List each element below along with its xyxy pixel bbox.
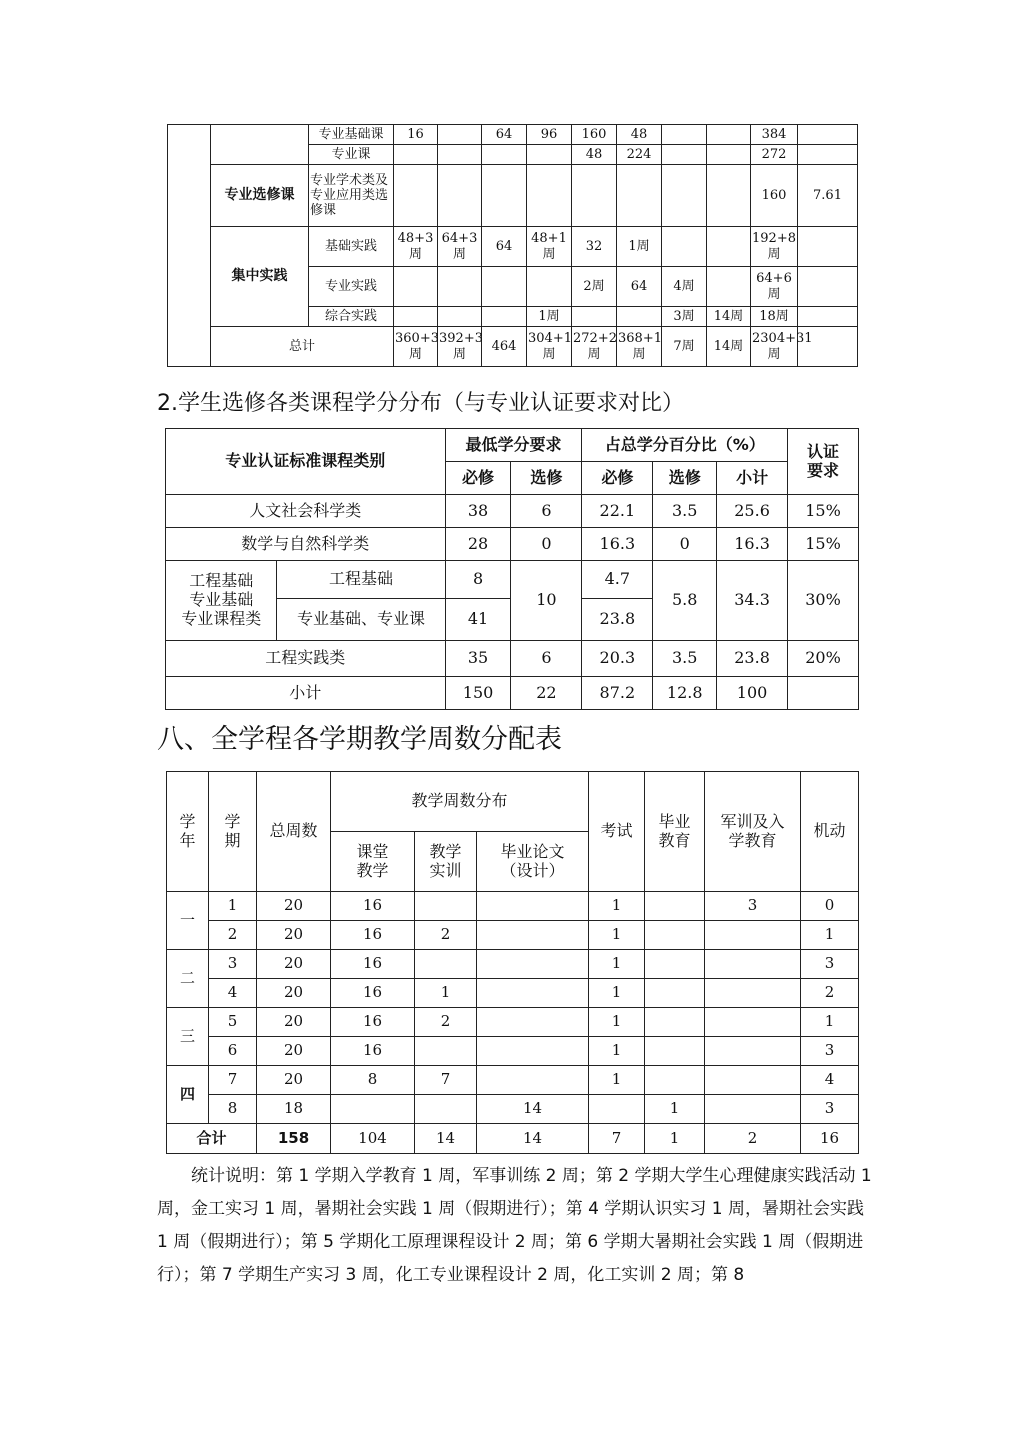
header-min-credits: 最低学分要求 [445, 429, 582, 462]
table-cell: 360+3周 [394, 327, 438, 367]
table-cell: 1 [589, 1008, 645, 1037]
table-cell: 20 [257, 1008, 331, 1037]
table-cell: 224 [617, 145, 662, 165]
year-cell: 一 [167, 892, 209, 950]
table-cell [645, 950, 705, 979]
table-cell [798, 307, 858, 327]
table-cell: 16.3 [582, 528, 653, 561]
table-cell [477, 1008, 589, 1037]
table-cell: 0 [801, 892, 859, 921]
table-cell [415, 1095, 477, 1124]
table-cell: 18 [257, 1095, 331, 1124]
table-row [168, 227, 858, 267]
table-cell: 1周 [527, 307, 572, 327]
table-row [166, 641, 859, 677]
table-cell: 8 [209, 1095, 257, 1124]
table-cell [394, 145, 438, 165]
table-row [167, 979, 859, 1008]
table-cell: 10 [511, 561, 582, 641]
table-cell [705, 1095, 801, 1124]
table-cell: 14 [477, 1124, 589, 1154]
table-cell [705, 1037, 801, 1066]
table-cell [662, 125, 707, 145]
table-cell: 16 [331, 950, 415, 979]
header-classroom: 课堂 教学 [331, 832, 415, 892]
table-cell [415, 1037, 477, 1066]
table-cell: 专业学术类及专业应用类选修课 [309, 165, 394, 227]
header-thesis: 毕业论文 （设计） [477, 832, 589, 892]
table-cell: 1周 [617, 227, 662, 267]
table-cell: 14 [477, 1095, 589, 1124]
table-header-row [167, 772, 859, 832]
table-cell: 7周 [662, 327, 707, 367]
table-cell [415, 892, 477, 921]
table-cell: 7.61 [798, 165, 858, 227]
weeks-distribution-table [166, 771, 859, 1154]
table-cell: 5.8 [653, 561, 717, 641]
table-cell: 2 [415, 921, 477, 950]
table-cell [662, 165, 707, 227]
table-cell: 64 [482, 227, 527, 267]
table-cell [705, 921, 801, 950]
table-cell: 22.1 [582, 495, 653, 528]
table-cell: 2304+31周 [751, 327, 798, 367]
table-cell: 5 [209, 1008, 257, 1037]
table-cell [705, 979, 801, 1008]
table-cell [394, 307, 438, 327]
course-hours-table [167, 124, 858, 367]
header-military: 军训及入 学教育 [705, 772, 801, 892]
table-cell: 1 [645, 1124, 705, 1154]
table-cell: 1 [645, 1095, 705, 1124]
table-cell: 158 [257, 1124, 331, 1154]
header-exam: 考试 [589, 772, 645, 892]
table-cell: 7 [209, 1066, 257, 1095]
table-cell: 64+3周 [438, 227, 482, 267]
table-cell [707, 165, 751, 227]
table-cell: 304+1周 [527, 327, 572, 367]
table-cell: 6 [511, 495, 582, 528]
row-group-label: 工程基础 专业基础 专业课程类 [166, 561, 277, 641]
table-cell: 48 [572, 145, 617, 165]
header-percentage: 占总学分百分比（%） [582, 429, 788, 462]
table-row [167, 1066, 859, 1095]
table-cell: 16 [331, 892, 415, 921]
table-cell: 3 [801, 1037, 859, 1066]
table-cell: 64 [617, 267, 662, 307]
header-training: 教学 实训 [415, 832, 477, 892]
header-elective: 选修 [511, 462, 582, 495]
header-term: 学 期 [209, 772, 257, 892]
table-cell [527, 267, 572, 307]
table-cell: 1 [589, 1037, 645, 1066]
table-cell: 25.6 [717, 495, 788, 528]
table-cell [331, 1095, 415, 1124]
table-cell: 1 [589, 921, 645, 950]
table-cell [477, 979, 589, 1008]
table-cell: 6 [209, 1037, 257, 1066]
table-cell [477, 950, 589, 979]
table-cell: 34.3 [717, 561, 788, 641]
table-cell: 160 [751, 165, 798, 227]
table-cell: 3.5 [653, 641, 717, 677]
table-cell [645, 921, 705, 950]
table-cell [645, 1037, 705, 1066]
table-row [168, 327, 858, 367]
table-cell: 160 [572, 125, 617, 145]
table-cell: 23.8 [717, 641, 788, 677]
table-cell: 16.3 [717, 528, 788, 561]
table-cell: 16 [331, 979, 415, 1008]
table-cell [482, 267, 527, 307]
table-cell: 4 [801, 1066, 859, 1095]
table-cell-category: 集中实践 [211, 227, 309, 327]
table-row [168, 165, 858, 227]
table-cell: 2 [705, 1124, 801, 1154]
table-cell [707, 227, 751, 267]
table-cell [589, 1095, 645, 1124]
table-cell: 基础实践 [309, 227, 394, 267]
table-row [166, 677, 859, 710]
table-cell: 3 [801, 950, 859, 979]
table-cell: 3 [801, 1095, 859, 1124]
table-row [167, 950, 859, 979]
table-cell: 0 [653, 528, 717, 561]
table-cell: 20 [257, 1066, 331, 1095]
table-cell [572, 307, 617, 327]
year-cell: 三 [167, 1008, 209, 1066]
table-cell: 2 [801, 979, 859, 1008]
table-cell [662, 227, 707, 267]
table-cell: 2 [415, 1008, 477, 1037]
table-cell: 22 [511, 677, 582, 710]
header-total-weeks: 总周数 [257, 772, 331, 892]
table-cell [438, 267, 482, 307]
table-cell: 1 [589, 892, 645, 921]
table-cell: 32 [572, 227, 617, 267]
table-cell: 14周 [707, 327, 751, 367]
table-row [167, 1037, 859, 1066]
table-cell: 1 [589, 979, 645, 1008]
table-cell: 384 [751, 125, 798, 145]
table-cell [572, 165, 617, 227]
table-cell: 8 [445, 561, 511, 599]
table-cell: 192+8周 [751, 227, 798, 267]
table-cell-total: 总计 [211, 327, 394, 367]
table-cell [438, 307, 482, 327]
table-cell: 96 [527, 125, 572, 145]
table-total-row [167, 1124, 859, 1154]
table-cell: 1 [589, 1066, 645, 1095]
table-cell: 1 [801, 921, 859, 950]
table-cell: 20 [257, 892, 331, 921]
table-cell [438, 165, 482, 227]
table-cell [645, 1066, 705, 1095]
credit-distribution-table [165, 428, 859, 710]
table-cell [477, 921, 589, 950]
header-category: 专业认证标准课程类别 [166, 429, 446, 495]
year-cell: 二 [167, 950, 209, 1008]
table-cell: 7 [415, 1066, 477, 1095]
table-cell: 150 [445, 677, 511, 710]
table-cell: 48+1周 [527, 227, 572, 267]
table-cell: 100 [717, 677, 788, 710]
table-cell: 16 [331, 1037, 415, 1066]
table-cell [705, 1008, 801, 1037]
table-cell [788, 677, 859, 710]
table-cell: 28 [445, 528, 511, 561]
row-label: 工程基础 [277, 561, 445, 599]
row-label: 人文社会科学类 [166, 495, 446, 528]
table-cell: 30% [788, 561, 859, 641]
table-cell: 7 [589, 1124, 645, 1154]
table-cell: 48 [617, 125, 662, 145]
table-cell: 16 [394, 125, 438, 145]
header-graduation: 毕业 教育 [645, 772, 705, 892]
table-cell: 12.8 [653, 677, 717, 710]
table-cell [482, 145, 527, 165]
header-teaching-weeks: 教学周数分布 [331, 772, 589, 832]
table-row [166, 528, 859, 561]
table-cell: 64 [482, 125, 527, 145]
table-cell: 464 [482, 327, 527, 367]
table-cell: 1 [801, 1008, 859, 1037]
table-cell: 0 [511, 528, 582, 561]
table-row [166, 495, 859, 528]
table-cell [477, 1066, 589, 1095]
table-cell: 15% [788, 495, 859, 528]
table-cell: 1 [415, 979, 477, 1008]
table-header-row [166, 429, 859, 462]
table-cell [707, 145, 751, 165]
table-row [167, 1008, 859, 1037]
table-cell: 专业基础课 [309, 125, 394, 145]
table-cell [477, 892, 589, 921]
table-cell: 14周 [707, 307, 751, 327]
table-cell: 专业实践 [309, 267, 394, 307]
table-cell: 38 [445, 495, 511, 528]
table-cell: 20 [257, 921, 331, 950]
table-cell: 20 [257, 950, 331, 979]
year-cell: 四 [167, 1066, 209, 1124]
table-cell [438, 125, 482, 145]
table-cell: 3 [705, 892, 801, 921]
table-cell [477, 1037, 589, 1066]
table-cell: 2 [209, 921, 257, 950]
header-cert-req: 认证 要求 [788, 429, 859, 495]
table-cell: 272+2周 [572, 327, 617, 367]
table-cell: 3周 [662, 307, 707, 327]
table-cell: 专业课 [309, 145, 394, 165]
header-flexible: 机动 [801, 772, 859, 892]
table-cell: 48+3周 [394, 227, 438, 267]
table-cell: 20 [257, 979, 331, 1008]
table-cell: 20% [788, 641, 859, 677]
row-label: 小计 [166, 677, 446, 710]
table-cell-category: 专业选修课 [211, 165, 309, 227]
table-row [167, 1095, 859, 1124]
table-cell: 4 [209, 979, 257, 1008]
table-cell [394, 165, 438, 227]
table-cell [705, 950, 801, 979]
table-row [167, 892, 859, 921]
table-row [167, 921, 859, 950]
table-cell: 18周 [751, 307, 798, 327]
header-elective: 选修 [653, 462, 717, 495]
section-2-heading: 2.学生选修各类课程学分分布（与专业认证要求对比） [157, 391, 684, 416]
table-cell: 368+1周 [617, 327, 662, 367]
table-cell [168, 125, 211, 367]
table-cell: 35 [445, 641, 511, 677]
table-cell [527, 145, 572, 165]
table-cell [415, 950, 477, 979]
table-cell [798, 267, 858, 307]
table-cell [645, 892, 705, 921]
total-label: 合计 [167, 1124, 257, 1154]
table-cell: 272 [751, 145, 798, 165]
table-cell: 6 [511, 641, 582, 677]
table-cell: 16 [331, 1008, 415, 1037]
table-cell [707, 267, 751, 307]
table-cell [527, 165, 572, 227]
table-cell: 20 [257, 1037, 331, 1066]
table-cell: 20.3 [582, 641, 653, 677]
header-subtotal: 小计 [717, 462, 788, 495]
row-label: 专业基础、专业课 [277, 599, 445, 641]
table-cell: 4周 [662, 267, 707, 307]
statistics-note: 统计说明：第 1 学期入学教育 1 周，军事训练 2 周；第 2 学期大学生心理健康实践活动 1 周，金工实习 1 周，暑期社会实践 1 周（假期进行）；第 4 学期认识实习 1 周，暑期社会实践 1 周（假期进行）；第 5 学期化工原理课程设计 2 周；第 6 学期大暑期社会实践 1 周（假期进行）；第 7 学期生产实习 3 周，化工专业课程设计 2 周，化工实训 2 周；第 8 [157, 1166, 872, 1285]
table-cell: 15% [788, 528, 859, 561]
table-cell [394, 267, 438, 307]
table-cell: 2周 [572, 267, 617, 307]
table-cell [645, 1008, 705, 1037]
table-cell: 3.5 [653, 495, 717, 528]
table-cell: 64+6周 [751, 267, 798, 307]
header-required: 必修 [445, 462, 511, 495]
table-cell: 综合实践 [309, 307, 394, 327]
section-8-heading: 八、全学程各学期教学周数分配表 [157, 724, 562, 755]
table-cell [482, 165, 527, 227]
table-cell: 23.8 [582, 599, 653, 641]
table-row [166, 561, 859, 599]
table-cell: 104 [331, 1124, 415, 1154]
table-cell: 41 [445, 599, 511, 641]
table-cell: 8 [331, 1066, 415, 1095]
table-cell [798, 227, 858, 267]
table-cell: 16 [331, 921, 415, 950]
table-cell [705, 1066, 801, 1095]
table-cell [211, 125, 309, 165]
table-cell: 1 [209, 892, 257, 921]
table-cell [438, 145, 482, 165]
table-cell: 87.2 [582, 677, 653, 710]
table-cell: 16 [801, 1124, 859, 1154]
table-cell: 3 [209, 950, 257, 979]
table-cell [798, 145, 858, 165]
table-row [168, 125, 858, 145]
table-cell [617, 165, 662, 227]
table-cell [662, 145, 707, 165]
header-required: 必修 [582, 462, 653, 495]
table-cell: 4.7 [582, 561, 653, 599]
table-cell [482, 307, 527, 327]
row-label: 数学与自然科学类 [166, 528, 446, 561]
table-cell [798, 125, 858, 145]
table-cell: 14 [415, 1124, 477, 1154]
row-label: 工程实践类 [166, 641, 446, 677]
table-cell: 1 [589, 950, 645, 979]
table-cell: 392+3周 [438, 327, 482, 367]
header-year: 学 年 [167, 772, 209, 892]
table-cell [617, 307, 662, 327]
table-cell [707, 125, 751, 145]
table-cell [645, 979, 705, 1008]
